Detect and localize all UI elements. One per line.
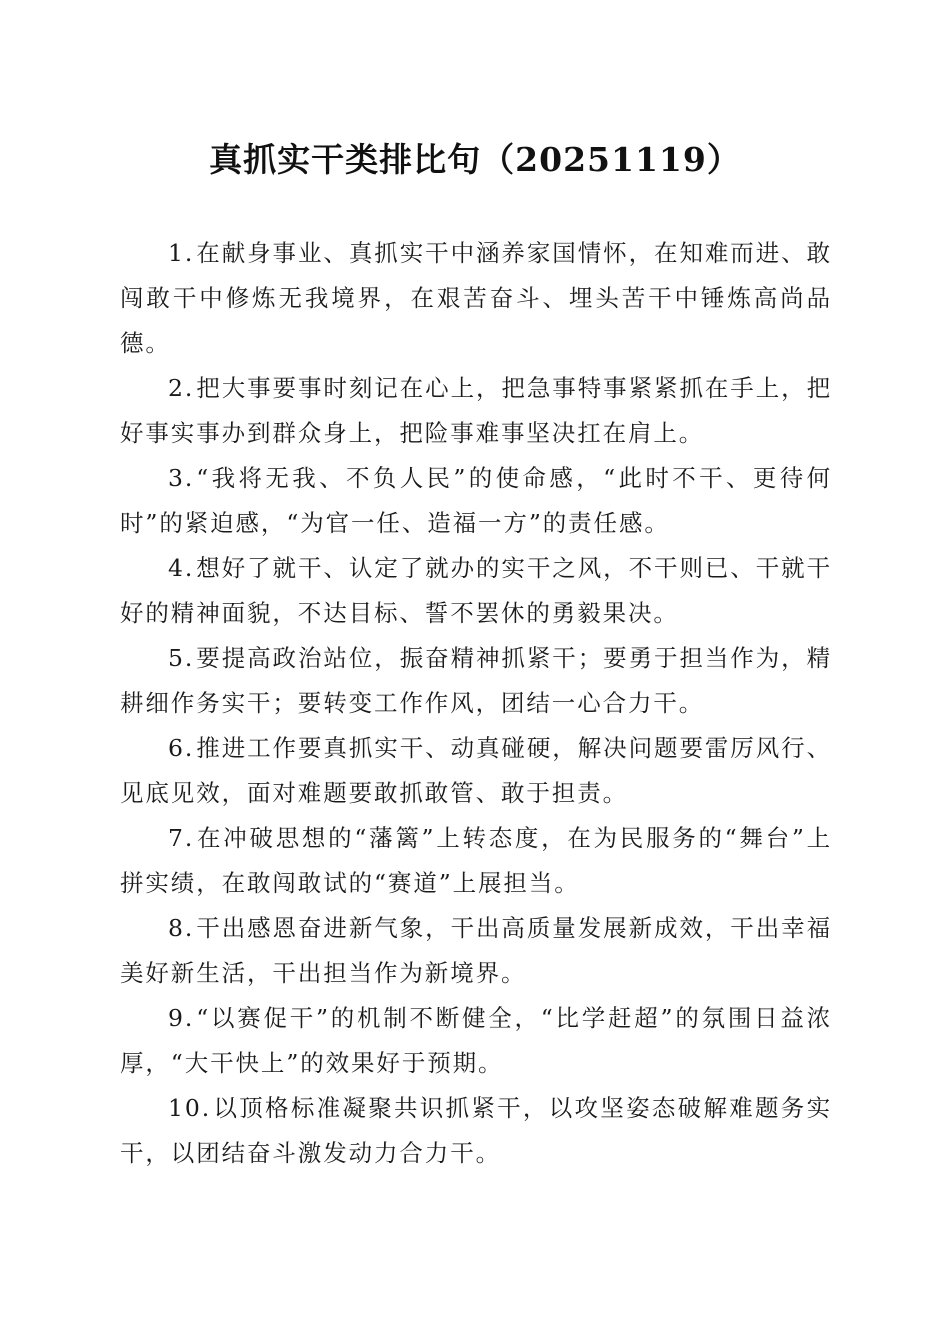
paragraph-number: 9. [168,1004,195,1032]
paragraph-number: 6. [168,734,195,762]
paragraph-text: “我将无我、不负人民”的使命感，“此时不干、更待何时”的紧迫感，“为官一任、造福一方”的责任感。 [120,464,832,537]
paragraph-8 [120,906,832,996]
paragraph-text: 把大事要事时刻记在心上，把急事特事紧紧抓在手上，把好事实事办到群众身上，把险事难事坚决扛在肩上。 [120,374,832,447]
paragraph-number: 5. [168,644,195,672]
paragraph-text: 要提高政治站位，振奋精神抓紧干；要勇于担当作为，精耕细作务实干；要转变工作作风，团结一心合力干。 [120,644,832,717]
paragraph-number: 4. [168,554,195,582]
paragraph-number: 10. [168,1094,212,1122]
paragraph-text: 想好了就干、认定了就办的实干之风，不干则已、干就干好的精神面貌，不达目标、誓不罢休的勇毅果决。 [120,554,832,627]
document-body [120,231,832,1176]
paragraph-text: 推进工作要真抓实干、动真碰硬，解决问题要雷厉风行、见底见效，面对难题要敢抓敢管、敢于担责。 [120,734,832,807]
paragraph-text: 在冲破思想的“藩篱”上转态度，在为民服务的“舞台”上拼实绩，在敢闯敢试的“赛道”上展担当。 [120,824,832,897]
paragraph-text: 以顶格标准凝聚共识抓紧干，以攻坚姿态破解难题务实干，以团结奋斗激发动力合力干。 [120,1094,832,1167]
paragraph-text: 在献身事业、真抓实干中涵养家国情怀，在知难而进、敢闯敢干中修炼无我境界，在艰苦奋斗、埋头苦干中锤炼高尚品德。 [120,239,832,357]
paragraph-6 [120,726,832,816]
paragraph-3 [120,456,832,546]
paragraph-number: 8. [168,914,195,942]
paragraph-text: “以赛促干”的机制不断健全，“比学赶超”的氛围日益浓厚，“大干快上”的效果好于预期。 [120,1004,832,1077]
document-title: 真抓实干类排比句（20251119） [209,140,741,179]
paragraph-number: 7. [168,824,195,852]
paragraph-2 [120,366,832,456]
paragraph-number: 2. [168,374,195,402]
paragraph-text: 干出感恩奋进新气象，干出高质量发展新成效，干出幸福美好新生活，干出担当作为新境界。 [120,914,832,987]
paragraph-1 [120,231,832,366]
paragraph-4 [120,546,832,636]
paragraph-7 [120,816,832,906]
paragraph-9 [120,996,832,1086]
paragraph-number: 1. [168,239,195,267]
paragraph-5 [120,636,832,726]
paragraph-10 [120,1086,832,1176]
paragraph-number: 3. [168,464,195,492]
